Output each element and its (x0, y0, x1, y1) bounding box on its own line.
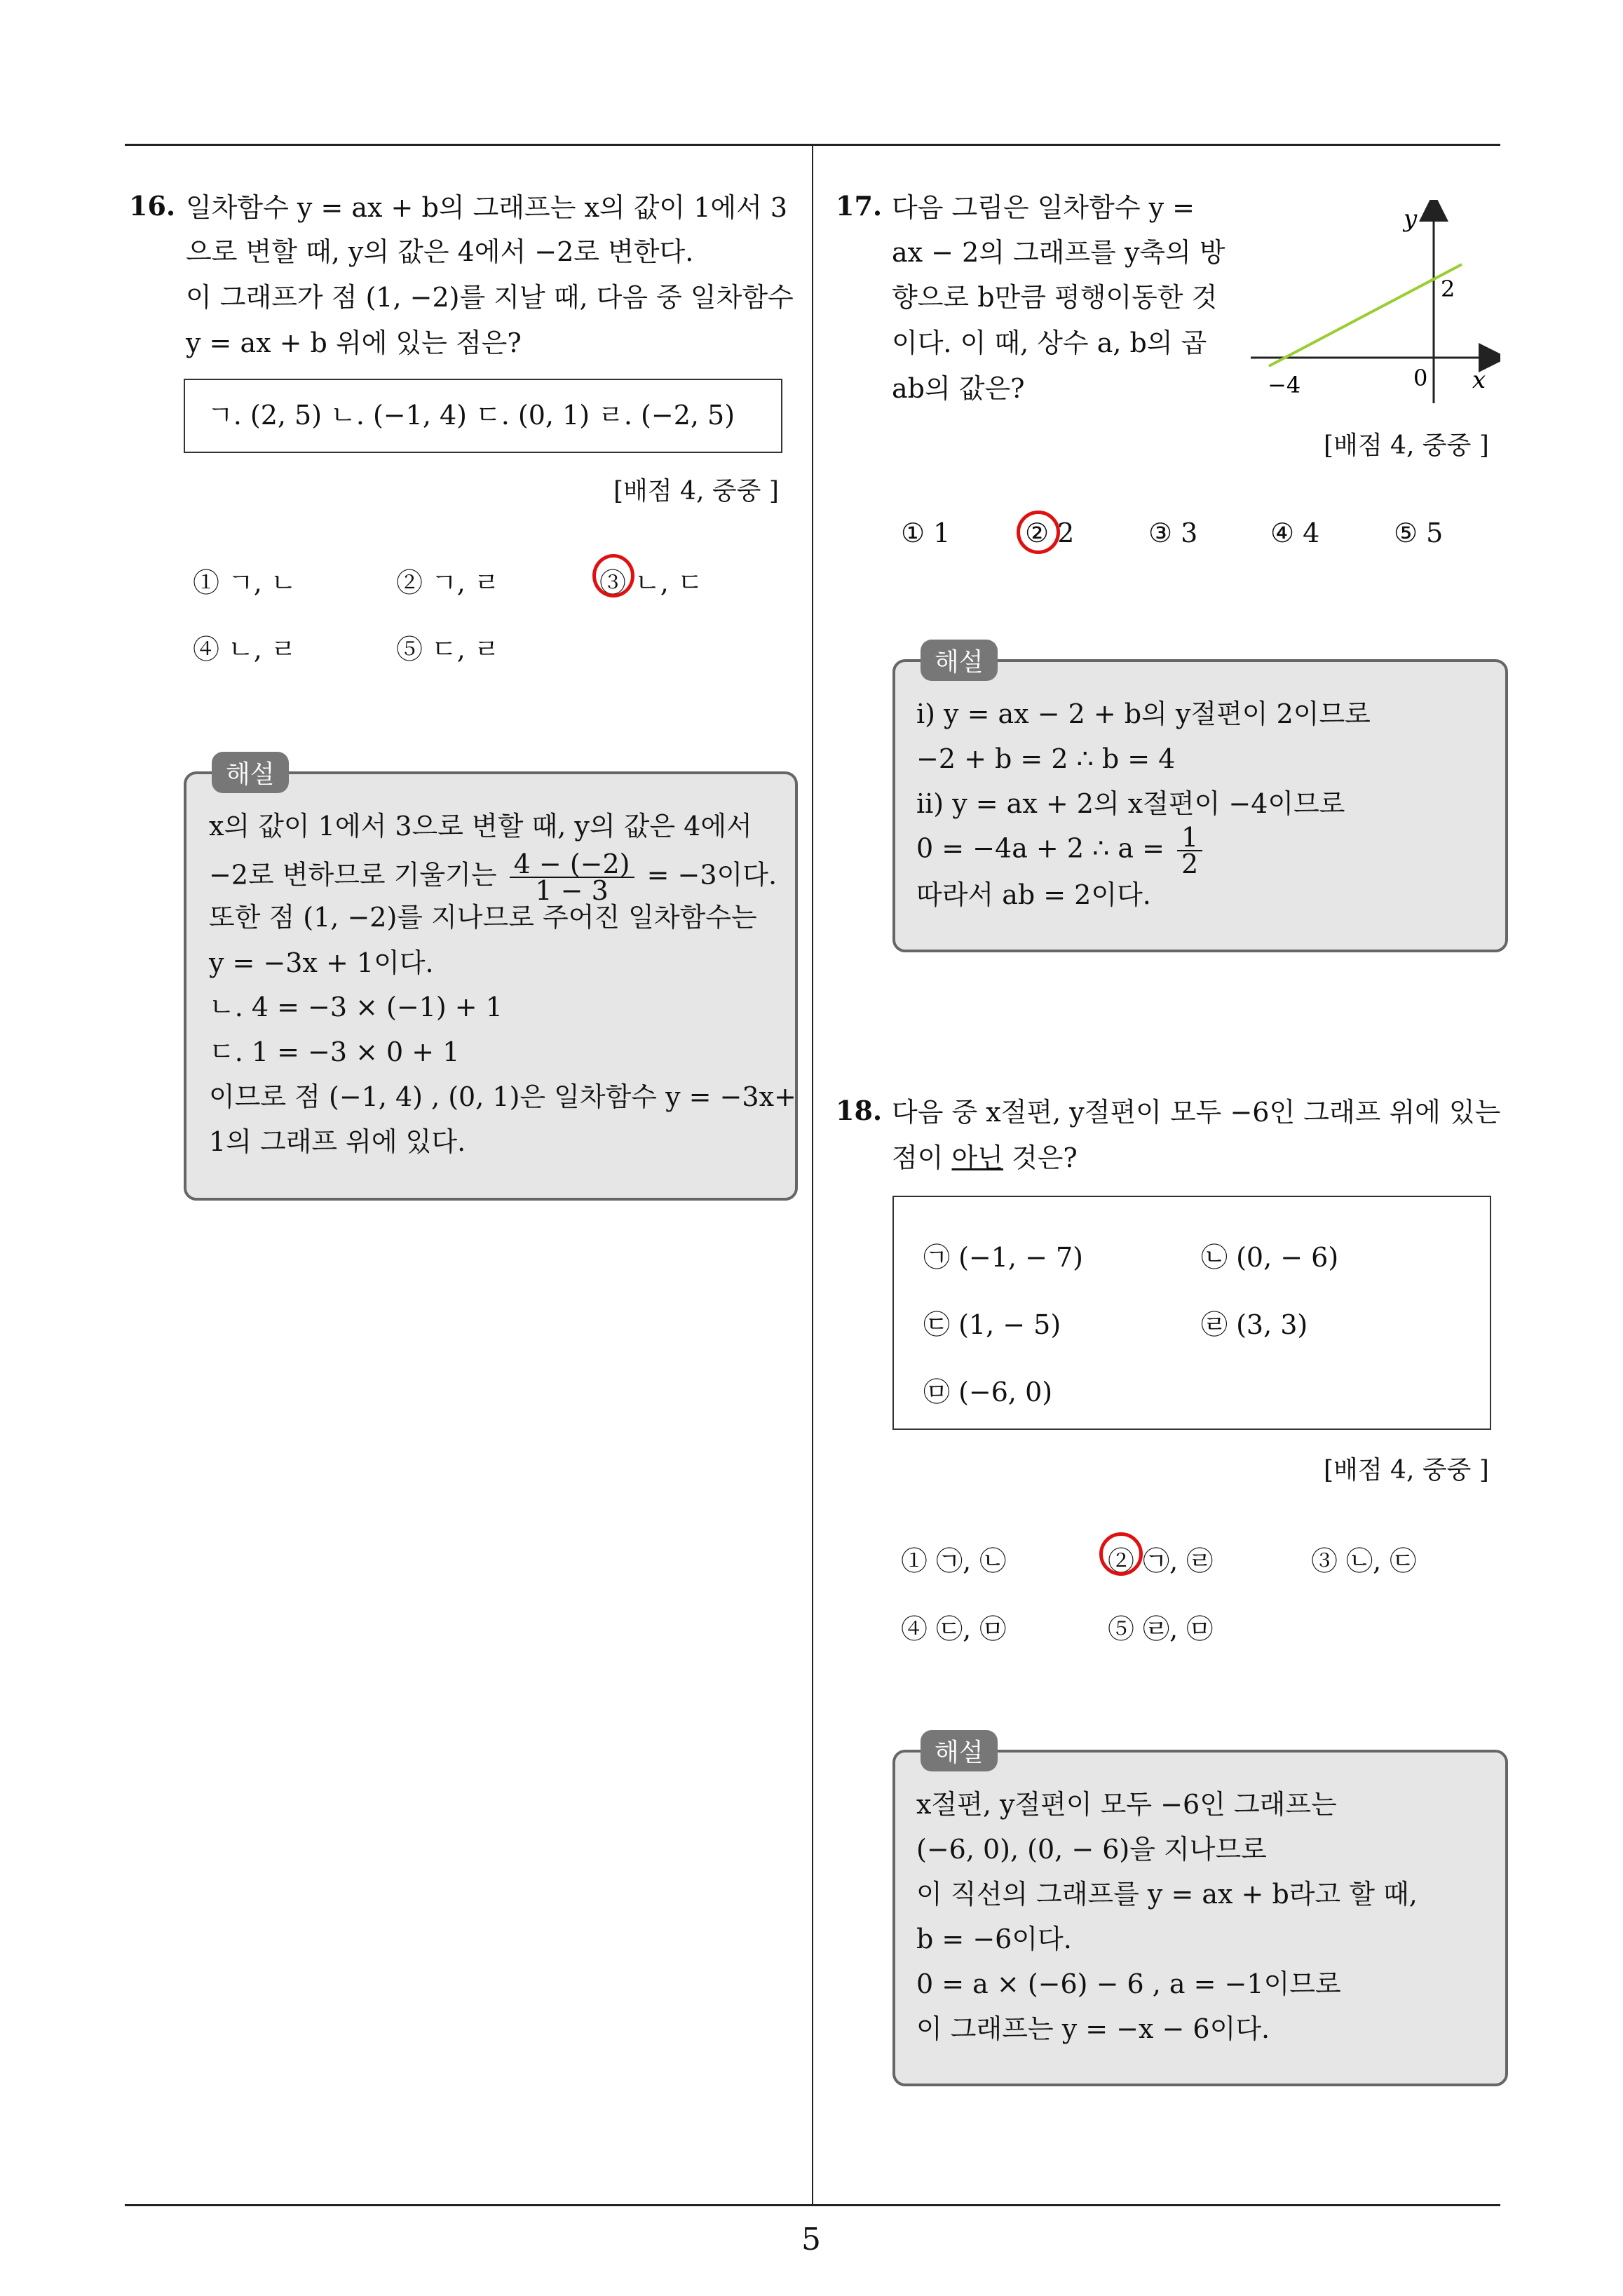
q16-line-2: 으로 변할 때, y의 값은 4에서 −2로 변한다. (186, 236, 694, 267)
q17-line-3: 향으로 b만큼 평행이동한 것 (892, 282, 1218, 313)
q17-line-1: 다음 그림은 일차함수 y = (892, 192, 1195, 223)
q18-not-underlined: 아닌 (951, 1142, 1003, 1173)
q18-sol-line-6: 이 그래프는 y = −x − 6이다. (916, 2013, 1270, 2044)
q18-line-2-pre: 점이 (892, 1142, 952, 1173)
q18-line-2-post: 것은? (1003, 1142, 1078, 1173)
q16-score: [배점 4, 중중 ] (613, 477, 779, 506)
q17-graph (1241, 200, 1500, 403)
q16-solution-box (184, 771, 798, 1201)
q17-solution-tag: 해설 (921, 640, 998, 681)
q16-choice-5[interactable]: ⑤ ㄷ, ㄹ (396, 634, 500, 665)
q17-solution-box (892, 659, 1508, 952)
q17-choice-5[interactable]: ⑤ 5 (1394, 518, 1444, 548)
q16-options-box (184, 379, 782, 453)
q17-origin-label: 0 (1413, 365, 1428, 391)
q18-choice-3[interactable]: ③ ㉡, ㉢ (1311, 1546, 1417, 1576)
column-divider (812, 144, 813, 2206)
q16-sol-line-6: ㄷ. 1 = −3 × 0 + 1 (209, 1036, 460, 1067)
q17-choice-4[interactable]: ④ 4 (1270, 518, 1320, 548)
q16-sol-line-2-pre: −2로 변하므로 기울기는 (209, 859, 497, 891)
q18-sol-line-2: (−6, 0), (0, − 6)을 지나므로 (916, 1834, 1267, 1865)
q16-frac-num: 4 − (−2) (510, 851, 634, 878)
q16-line-3: 이 그래프가 점 (1, −2)를 지날 때, 다음 중 일차함수 (186, 282, 794, 313)
q17-sol-line-3: ⅱ) y = ax + 2의 x절편이 −4이므로 (916, 788, 1345, 819)
bottom-rule (125, 2204, 1500, 2206)
q18-box-item-2: ㉡ (0, − 6) (1201, 1242, 1339, 1273)
q16-sol-line-2 (209, 849, 777, 906)
q17-sol-line-1: ⅰ) y = ax − 2 + b의 y절편이 2이므로 (916, 698, 1371, 729)
q16-sol-line-7: 이므로 점 (−1, 4) , (0, 1)은 일차함수 y = −3x+ (209, 1081, 796, 1112)
q16-choice-1[interactable]: ① ㄱ, ㄴ (193, 567, 297, 598)
q18-box-item-4: ㉣ (3, 3) (1201, 1309, 1308, 1340)
q18-options-box (892, 1196, 1491, 1430)
q17-choice-2[interactable]: ② 2 (1025, 518, 1075, 548)
page-number: 5 (801, 2222, 821, 2257)
q16-sol-line-8: 1의 그래프 위에 있다. (209, 1126, 466, 1157)
q16-frac-den: 1 − 3 (535, 875, 609, 906)
q17-choice-3[interactable]: ③ 3 (1148, 518, 1198, 548)
q17-frac-num: 1 (1177, 825, 1202, 851)
q16-choice-2[interactable]: ② ㄱ, ㄹ (396, 567, 500, 598)
q18-choice-4[interactable]: ④ ㉢, ㉤ (901, 1614, 1007, 1645)
q16-choice-4[interactable]: ④ ㄴ, ㄹ (193, 634, 297, 665)
q17-line-2: ax − 2의 그래프를 y축의 방 (892, 237, 1225, 268)
q17-sol-line-5: 따라서 ab = 2이다. (916, 879, 1151, 910)
q17-x-intercept-label: −4 (1268, 372, 1301, 398)
q16-sol-line-5: ㄴ. 4 = −3 × (−1) + 1 (209, 992, 503, 1022)
q18-solution-tag: 해설 (921, 1730, 998, 1771)
q16-sol-line-3: 또한 점 (1, −2)를 지나므로 주어진 일차함수는 (209, 902, 757, 933)
q18-box-item-1: ㉠ (−1, − 7) (923, 1242, 1084, 1273)
q16-line-1: 일차함수 y = ax + b의 그래프는 x의 값이 1에서 3 (186, 192, 788, 223)
q18-sol-line-4: b = −6이다. (916, 1924, 1072, 1954)
q17-sol-line-4-pre: 0 = −4a + 2 ∴ a = (916, 832, 1164, 864)
q18-sol-line-5: 0 = a × (−6) − 6 , a = −1이므로 (916, 1969, 1341, 1999)
q17-x-label: x (1472, 366, 1486, 394)
q18-score: [배점 4, 중중 ] (1324, 1456, 1489, 1485)
q17-sol-line-2: −2 + b = 2 ∴ b = 4 (916, 743, 1176, 774)
q16-sol-line-1: x의 값이 1에서 3으로 변할 때, y의 값은 4에서 (209, 811, 752, 842)
q17-answer-circle (1017, 511, 1060, 554)
q16-number: 16. (129, 190, 176, 222)
q17-y-intercept-label: 2 (1441, 276, 1455, 302)
q18-sol-line-3: 이 직선의 그래프를 y = ax + b라고 할 때, (916, 1879, 1418, 1910)
q17-line-4: 이다. 이 때, 상수 a, b의 곱 (892, 327, 1207, 358)
q18-sol-line-1: x절편, y절편이 모두 −6인 그래프는 (916, 1789, 1337, 1820)
q17-number: 17. (836, 190, 883, 222)
q18-line-1: 다음 중 x절편, y절편이 모두 −6인 그래프 위에 있는 (892, 1097, 1501, 1128)
q16-sol-fraction (510, 849, 634, 906)
q16-line-4: y = ax + b 위에 있는 점은? (186, 327, 522, 358)
q16-sol-line-4: y = −3x + 1이다. (209, 947, 434, 978)
q17-sol-fraction (1177, 822, 1202, 879)
q17-line-5: ab의 값은? (892, 373, 1025, 404)
q18-line-2 (892, 1141, 1078, 1175)
q16-answer-circle (592, 554, 634, 597)
q17-y-label: y (1404, 205, 1418, 233)
q17-frac-den: 2 (1181, 849, 1199, 879)
q16-solution-tag: 해설 (212, 752, 289, 793)
q18-choice-2[interactable]: ② ㉠, ㉣ (1108, 1546, 1214, 1576)
q18-solution-box (892, 1750, 1508, 2086)
q17-score: [배점 4, 중중 ] (1324, 431, 1489, 460)
q16-box-text: ㄱ. (2, 5) ㄴ. (−1, 4) ㄷ. (0, 1) ㄹ. (−2, 5) (208, 400, 735, 431)
q18-box-item-5: ㉤ (−6, 0) (923, 1377, 1053, 1407)
q18-number: 18. (836, 1095, 883, 1126)
q18-answer-circle (1099, 1532, 1143, 1576)
q16-choice-3[interactable]: ③ ㄴ, ㄷ (599, 567, 703, 598)
q17-choice-1[interactable]: ① 1 (901, 518, 951, 548)
q17-sol-line-4 (916, 822, 1202, 879)
q18-choice-5[interactable]: ⑤ ㉣, ㉤ (1108, 1614, 1214, 1645)
q18-box-item-3: ㉢ (1, − 5) (923, 1309, 1061, 1340)
q18-choice-1[interactable]: ① ㉠, ㉡ (901, 1546, 1007, 1576)
q16-sol-line-2-post: = −3이다. (646, 859, 777, 891)
